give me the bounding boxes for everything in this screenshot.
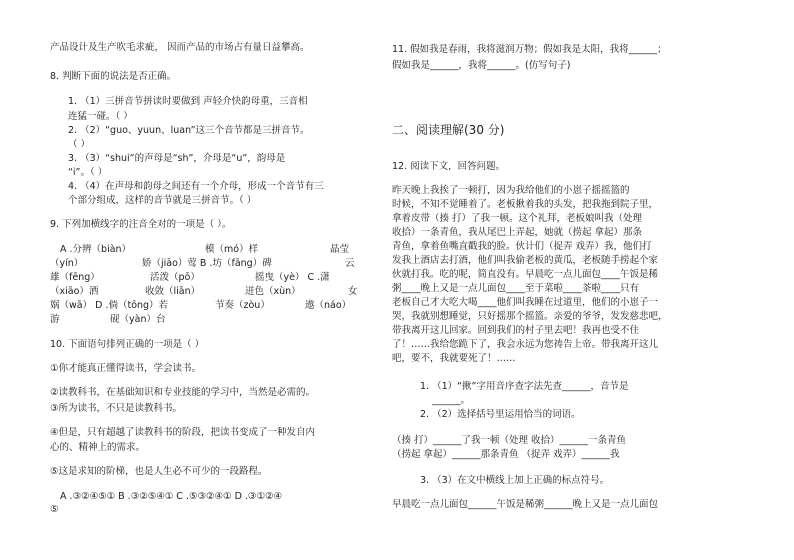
q8-item-1-line-1: 1. （1）三拼音节拼读时要做到 声轻介快韵母重，三音相 — [68, 96, 308, 107]
q9-opt-text: 雄（fēng） — [50, 272, 100, 283]
q9-opt-text: A .分辨（biàn） — [60, 244, 132, 255]
q9-title: 9. 下列加横线字的注音全对的一项是（ ）。 — [50, 219, 232, 230]
q9-opt-text: （xiāo）洒 — [50, 286, 99, 297]
q9-opt-text: 迸色（xùn） — [245, 286, 301, 297]
q9-opt-text: 遨（náo） — [305, 300, 352, 311]
passage-line: 收拾）一条青鱼，我从尾巴上弄起，她就（捞起 拿起）那条 — [392, 227, 643, 238]
q9-opt-text: 活泼（pō） — [150, 272, 200, 283]
q9-opt-text: 女 — [348, 286, 358, 297]
sub-question-2: 2. （2）选择括号里运用恰当的词语。 — [420, 409, 581, 420]
q9-opt-text: （yín） — [50, 258, 84, 269]
q10-statement-4: ④但是，只有超越了读教科书的阶段，把读书变成了一种发自内 — [50, 427, 316, 438]
q10-statement-5: ⑤这是求知的阶梯，也是人生必不可少的一段路程。 — [50, 466, 268, 477]
q9-opt-text: 游 — [50, 314, 60, 325]
intro-line: 产品设计及生产吹毛求疵， 因而产品的市场占有量日益攀高。 — [50, 42, 310, 53]
q11-line-1: 11. 假如我是春雨，我将滋润万物；假如我是太阳，我将______； — [392, 44, 667, 55]
q8-item-4-line-2: 个部分组成，这样的音节就是三拼音节。（ ） — [68, 195, 257, 206]
passage-line: 粥____晚上又是一点儿面包____至于菜啦____茶啦____只有 — [392, 283, 640, 294]
q8-item-2-line-2: （ ） — [68, 139, 91, 150]
q9-opt-text: 娲（wā） D .倘（tōng）若 — [50, 300, 169, 311]
q8-item-1-line-2: 连猛一碰。（ ） — [68, 111, 133, 122]
q10-options: A .③②④⑤① B .③②⑤④① C .⑤③②④① D .③①②④ — [60, 491, 282, 502]
passage-line: 哭，我就别想睡觉，只好摇那个摇篮。亲爱的爷爷，发发慈悲吧， — [392, 311, 668, 322]
q9-opt-text: 模（mó）样 — [205, 244, 259, 255]
q10-statement-4-cont: 心的、精神上的需求。 — [50, 442, 146, 453]
sub-question-2-answer-1: （揍 打）______了我一顿（处理 收拾）______一条青鱼 — [392, 435, 627, 446]
q8-item-3-line-2: “i”。（ ） — [68, 167, 108, 178]
sub-question-1-line-1: 1. （1）“揪”字用音序查字法先查______，音节是 — [420, 381, 629, 392]
passage-line: 拿着皮带（揍 打）了我一顿。这个礼拜，老板娘叫我（处理 — [392, 213, 643, 224]
q12-title: 12. 阅读下文，回答问题。 — [392, 161, 506, 172]
q8-item-4-line-1: 4. （4）在声母和韵母之间还有一个介母，形成一个音节有三 — [68, 181, 324, 192]
passage-line: 老板自己才大吃大喝____他们叫我睡在过道里，他们的小崽子一 — [392, 297, 659, 308]
q8-title: 8. 判断下面的说法是否正确。 — [50, 71, 177, 82]
q11-line-2: 假如我是______，我将______。(仿写句子) — [392, 60, 571, 71]
sub-question-3: 3. （3）在文中横线上加上正确的标点符号。 — [420, 475, 610, 486]
q9-opt-text: 收敛（liān） — [145, 286, 201, 297]
q9-opt-text: 晶莹 — [330, 244, 350, 255]
q9-opt-text: 摇曳（yè） C .潇 — [255, 272, 330, 283]
passage-line: 了！……我给您跪下了，我会永远为您祷告上帝。带我离开这儿 — [392, 339, 659, 350]
sub-question-2-answer-2: （捞起 拿起）______那条青鱼 （捉弄 戏弄）______我 — [392, 449, 620, 460]
q10-statement-2: ②读教科书，在基础知识和专业技能的学习中，当然是必需的。 — [50, 387, 316, 398]
q8-item-3-line-1: 3. （3）“shui”的声母是“sh”，介母是“u”，韵母是 — [68, 153, 286, 164]
q10-statement-3: ③所为读书，不只是读教科书。 — [50, 403, 183, 414]
q9-opt-text: 砚（yàn）台 — [110, 314, 166, 325]
sub-question-1-line-2: ______。 — [432, 395, 471, 406]
q9-opt-text: 云 — [345, 258, 355, 269]
sub-question-3-answer: 早晨吃一点儿面包______午饭是稀粥______晚上又是一点儿面包 — [392, 499, 659, 510]
q10-statement-1: ①你才能真正懂得读书，学会读书。 — [50, 363, 202, 374]
q9-opt-text: 娇（jiāo）莺 B .坊（fāng）碑 — [142, 258, 272, 269]
passage-line: 时候，不知不觉睡着了。老板揪着我的头发，把我拖到院子里， — [392, 199, 659, 210]
q9-opt-text: 节奏（zòu） — [215, 300, 270, 311]
q8-item-2-line-1: 2. （2）“guo、yuun、luan”这三个音节都是三拼音节。 — [68, 125, 310, 136]
passage-line: 青鱼，拿着鱼嘴直戳我的脸。伙计们（捉弄 戏弄）我，他们打 — [392, 241, 652, 252]
passage-line: 吧，要不，我就要死了！…… — [392, 353, 516, 364]
section-title: 二、阅读理解(30 分) — [392, 123, 505, 137]
passage-line: 发我上酒店去打酒，他们叫我偷老板的黄瓜，老板随手捞起个家 — [392, 255, 659, 266]
passage-line: 昨天晚上我挨了一顿打，因为我给他们的小崽子摇摇篮的 — [392, 185, 630, 196]
q10-title: 10. 下面语句排列正确的一项是（ ） — [50, 339, 205, 350]
q10-options-wrap: ⑤ — [50, 504, 59, 515]
passage-line: 带我离开这儿回家。回到我们的村子里去吧！我再也受不住 — [392, 325, 640, 336]
passage-line: 伙就打我。吃的呢，简直没有。早晨吃一点儿面包____午饭是稀 — [392, 269, 659, 280]
